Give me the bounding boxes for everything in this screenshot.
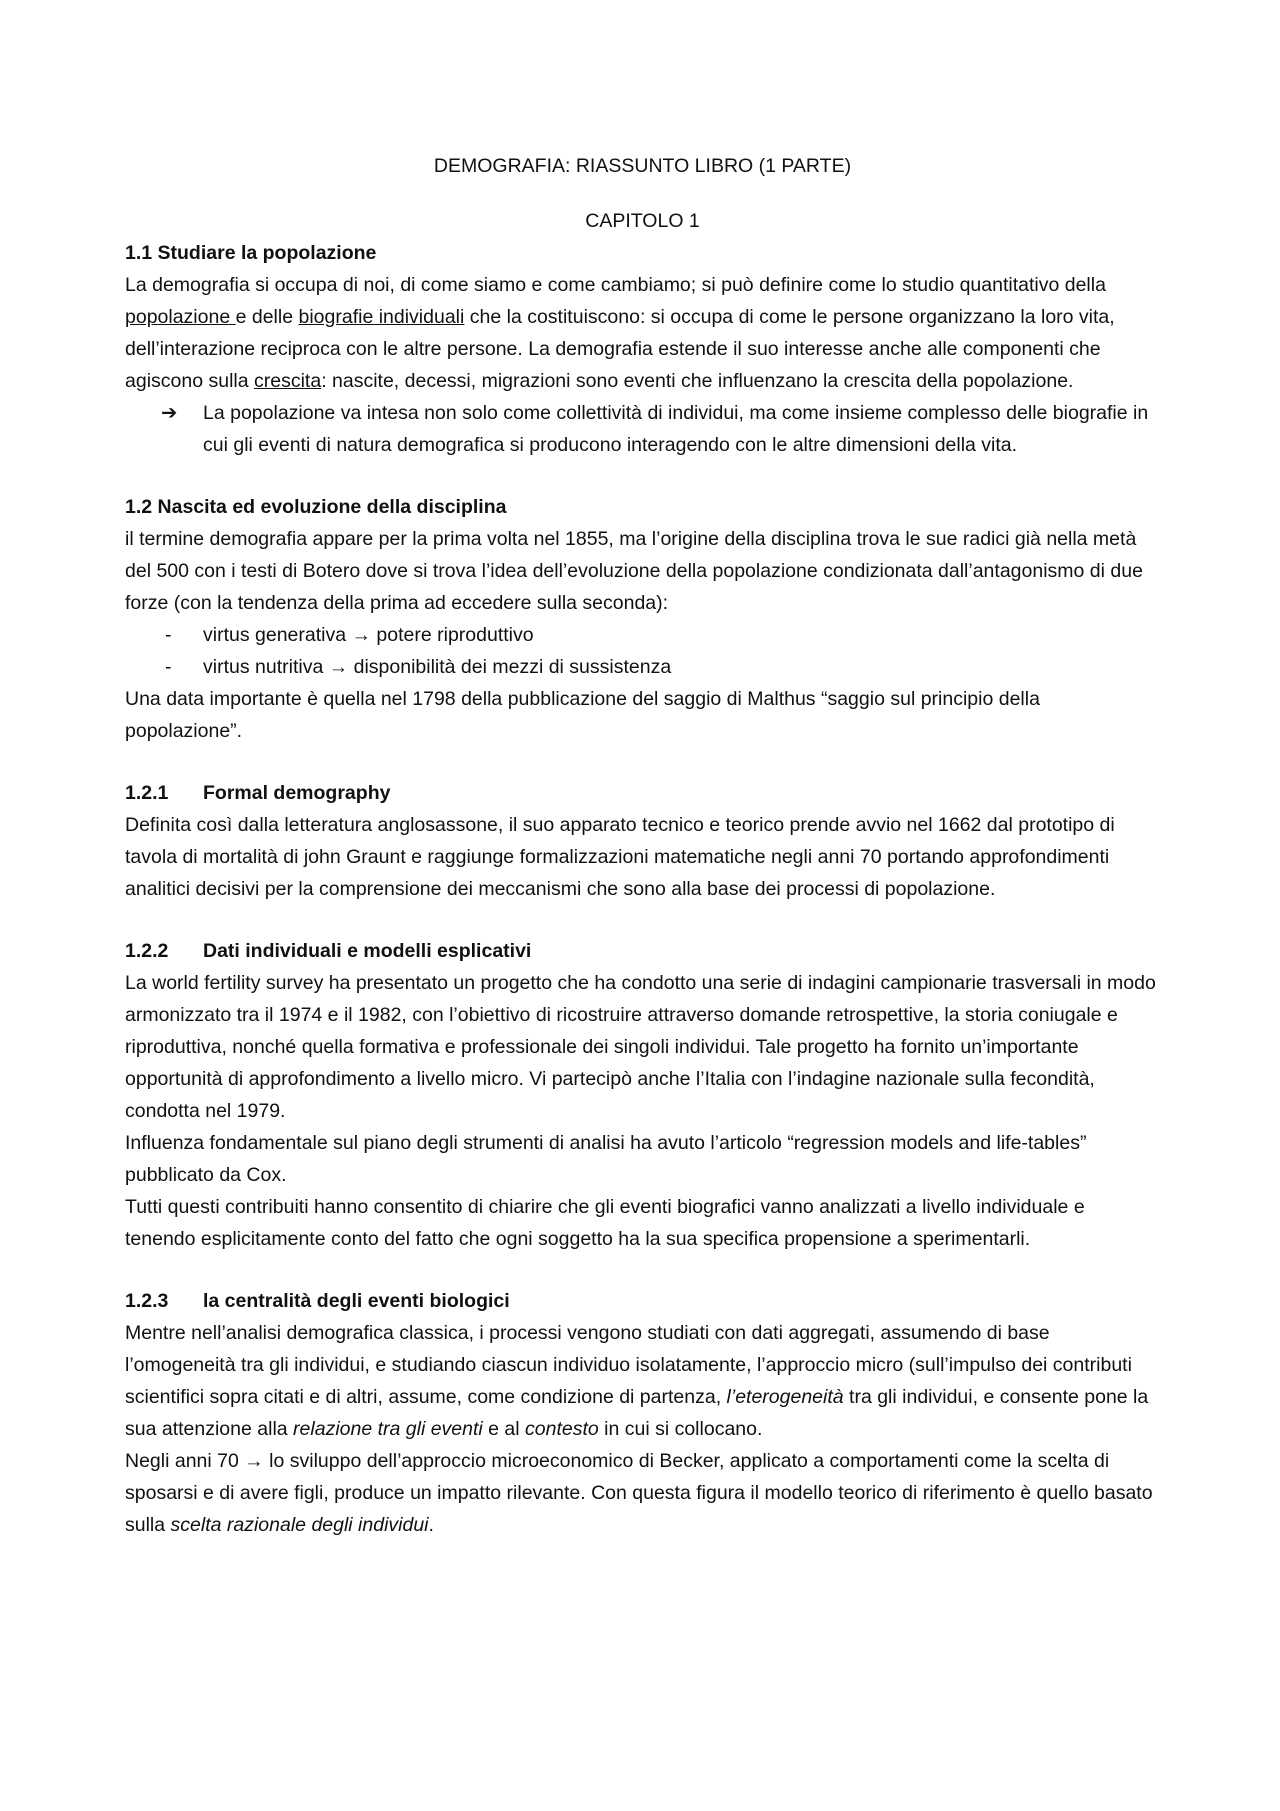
- underlined-term-crescita: crescita: [254, 370, 322, 392]
- section-1-2-1-heading: [125, 777, 1160, 809]
- section-1-2-2-heading: [125, 935, 1160, 967]
- italic-term: relazione tra gli eventi: [293, 1418, 483, 1440]
- section-1-2-2: [125, 935, 1160, 1255]
- list-item-text: virtus nutritiva → disponibilità dei mezzi di sussistenza: [203, 656, 672, 678]
- section-1-2: [125, 491, 1160, 747]
- section-1-2-2-paragraph-3: Tutti questi contribuiti hanno consentito di chiarire che gli eventi biografici vanno analizzati a livello individuale e tenendo esplicitamente conto del fatto che ogni soggetto ha la sua specifica propensione a sperimentarli.: [125, 1196, 1085, 1250]
- document-title: DEMOGRAFIA: RIASSUNTO LIBRO (1 PARTE): [433, 155, 852, 177]
- section-number: 1.2.3: [125, 1290, 169, 1312]
- underlined-term-popolazione: popolazione: [125, 306, 236, 328]
- dash-bullet: -: [165, 624, 172, 646]
- underlined-term-biografie: biografie individuali: [298, 306, 465, 328]
- text-run: in cui si collocano.: [598, 1418, 763, 1440]
- arrow-bullet-item: [125, 397, 1160, 461]
- section-title: Formal demography: [203, 782, 391, 804]
- text-run: Mentre nell’analisi demografica classica, i processi vengono studiati con dati aggregati, assumendo di base l’omogeneità tra gli individui, e studiando ciascun individuo isolatamente, l’approccio micro (sull’impulso dei contributi scientifici sopra citati e di altri, assume, come condizione di partenza,: [125, 1322, 1132, 1408]
- text-run: e delle: [235, 306, 299, 328]
- section-1-1: [125, 237, 1160, 461]
- text-run: : nascite, decessi, migrazioni sono eventi che influenzano la crescita della popolazione.: [321, 370, 1074, 392]
- text-run: Negli anni 70 → lo sviluppo dell’approccio microeconomico di Becker, applicato a comportamenti come la scelta di sposarsi e di avere figli, produce un impatto rilevante. Con questa figura il modello teorico di riferimento è quello basato sulla: [125, 1450, 1153, 1536]
- arrow-bullet-text: La popolazione va intesa non solo come collettività di individui, ma come insieme complesso delle biografie in cui gli eventi di natura demografica si producono interagendo con le altre dimensioni della vita.: [203, 402, 1149, 456]
- section-1-2-3-paragraph-1: [125, 1317, 1160, 1445]
- section-1-2-2-paragraph-1: La world fertility survey ha presentato un progetto che ha condotto una serie di indagini campionarie trasversali in modo armonizzato tra il 1974 e il 1982, con l’obiettivo di ricostruire attraverso domande retrospettive, la storia coniugale e riproduttiva, nonché quella formativa e professionale dei singoli individui. Tale progetto ha fornito un’importante opportunità di approfondimento a livello micro. Vi partecipò anche l’Italia con l’indagine nazionale sulla fecondità, condotta nel 1979.: [125, 972, 1156, 1122]
- italic-term: scelta razionale degli individui: [170, 1514, 429, 1536]
- section-1-2-3-heading: [125, 1285, 1160, 1317]
- text-run: che la costituiscono: si occupa di come le persone organizzano la loro vita, dell’interazione reciproca con le altre persone. La demografia estende il suo interesse anche alle componenti che agiscono sulla: [125, 306, 1115, 392]
- list-item: [125, 619, 1160, 651]
- text-run: La demografia si occupa di noi, di come siamo e come cambiamo; si può definire come lo studio quantitativo della: [125, 274, 1106, 296]
- list-item: [125, 651, 1160, 683]
- text-run: .: [428, 1514, 434, 1536]
- italic-term: contesto: [525, 1418, 599, 1440]
- italic-term: l’eterogeneità: [726, 1386, 844, 1408]
- text-run: tra gli individui, e consente pone la sua attenzione alla: [125, 1386, 1149, 1440]
- section-1-2-2-paragraph-2: Influenza fondamentale sul piano degli strumenti di analisi ha avuto l’articolo “regression models and life-tables” pubblicato da Cox.: [125, 1132, 1087, 1186]
- section-1-2-1-paragraph: Definita così dalla letteratura anglosassone, il suo apparato tecnico e teorico prende avvio nel 1662 dal prototipo di tavola di mortalità di john Graunt e raggiunge formalizzazioni matematiche negli anni 70 portando approfondimenti analitici decisivi per la comprensione dei meccanismi che sono alla base dei processi di popolazione.: [125, 814, 1115, 900]
- section-1-2-3-paragraph-2: [125, 1445, 1160, 1541]
- section-number: 1.2.2: [125, 940, 169, 962]
- section-1-2-1: [125, 777, 1160, 905]
- section-title: la centralità degli eventi biologici: [203, 1290, 510, 1312]
- section-title: Dati individuali e modelli esplicativi: [203, 940, 532, 962]
- dash-bullet: -: [165, 656, 172, 678]
- chapter-title: CAPITOLO 1: [585, 210, 700, 232]
- section-1-2-heading: 1.2 Nascita ed evoluzione della disciplina: [125, 496, 507, 518]
- section-1-2-3: [125, 1285, 1160, 1541]
- right-arrow-icon: ➔: [161, 402, 178, 424]
- section-1-1-paragraph: [125, 269, 1160, 397]
- section-number: 1.2.1: [125, 782, 169, 804]
- section-1-1-heading: 1.1 Studiare la popolazione: [125, 242, 377, 264]
- list-item-text: virtus generativa → potere riproduttivo: [203, 624, 534, 646]
- section-1-2-paragraph-2: Una data importante è quella nel 1798 della pubblicazione del saggio di Malthus “saggio sul principio della popolazione”.: [125, 688, 1040, 742]
- text-run: e al: [482, 1418, 526, 1440]
- section-1-2-paragraph-1: il termine demografia appare per la prima volta nel 1855, ma l’origine della disciplina trova le sue radici già nella metà del 500 con i testi di Botero dove si trova l’idea dell’evoluzione della popolazione condizionata dall’antagonismo di due forze (con la tendenza della prima ad eccedere sulla seconda):: [125, 528, 1143, 614]
